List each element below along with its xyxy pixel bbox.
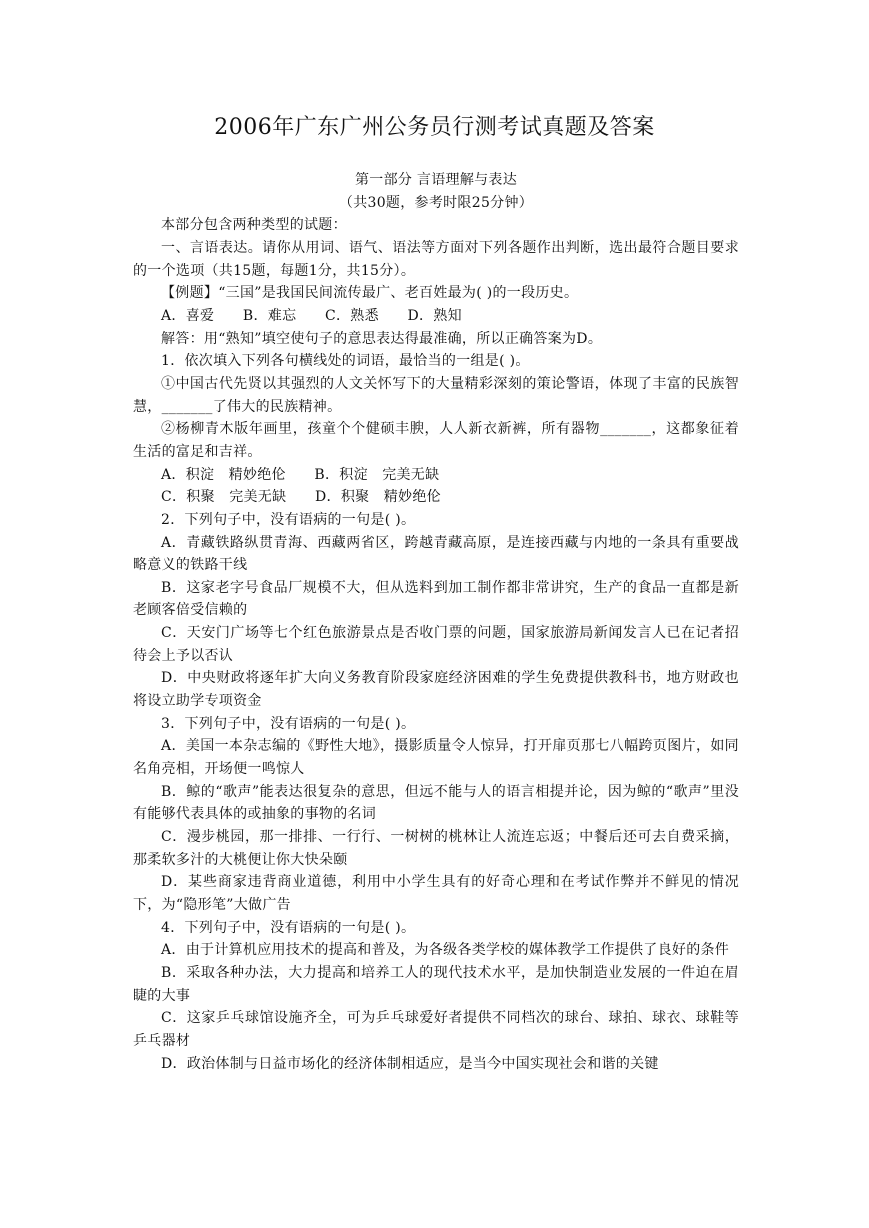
question-option: C．这家乒乓球馆设施齐全，可为乒乓球爱好者提供不同档次的球台、球拍、球衣、球鞋等乒乓器材: [133, 1010, 739, 1049]
question-option: A．由于计算机应用技术的提高和普及，为各级各类学校的媒体教学工作提供了良好的条件: [161, 942, 730, 959]
question-option: C．漫步桃园，那一排排、一行行、一树树的桃林让人流连忘返；中餐后还可去自费采摘，那柔软多汁的大桃便让你大快朵颐: [133, 829, 739, 868]
section-instructions: 一、言语表达。请你从用词、语气、语法等方面对下列各题作出判断，选出最符合题目要求的一个选项（共15题，每题1分，共15分）。: [133, 239, 739, 279]
question-stem: 1．依次填入下列各句横线处的词语，最恰当的一组是( )。: [161, 353, 530, 370]
example-question: 【例题】“三国”是我国民间流传最广、老百姓最为( )的一段历史。: [161, 285, 579, 302]
question-option: B．这家老字号食品厂规模不大，但从选料到加工制作都非常讲究，生产的食品一直都是新老顾客倍受信赖的: [133, 579, 739, 619]
example-options: A．喜爱 B．难忘 C．熟悉 D．熟知: [161, 307, 462, 324]
option-row: A．积淀 精妙绝伦 B．积淀 完美无缺: [161, 466, 440, 483]
question-option: C．天安门广场等七个红色旅游景点是否收门票的问题，国家旅游局新闻发言人已在记者招待会上予以否认: [133, 625, 739, 664]
question-option: D．政治体制与日益市场化的经济体制相适应，是当今中国实现社会和谐的关键: [161, 1055, 659, 1072]
intro-paragraph: 本部分包含两种类型的试题：: [161, 217, 347, 234]
document-title: 2006年广东广州公务员行测考试真题及答案: [214, 115, 655, 140]
question-stem: 2．下列句子中，没有语病的一句是( )。: [161, 511, 416, 528]
question-stem: 4．下列句子中，没有语病的一句是( )。: [161, 919, 416, 936]
question-stem: 3．下列句子中，没有语病的一句是( )。: [161, 715, 416, 732]
question-option: B．鲸的“歌声”能表达很复杂的意思，但远不能与人的语言相提并论，因为鲸的“歌声”里没有能够代表具体的或抽象的事物的名词: [133, 783, 739, 823]
question-option: D．某些商家违背商业道德，利用中小学生具有的好奇心理和在考试作弊并不鲜见的情况下，为“隐形笔”大做广告: [133, 874, 739, 913]
example-answer: 解答：用“熟知”填空使句子的意思表达得最准确，所以正确答案为D。: [161, 330, 603, 347]
question-option: D．中央财政将逐年扩大向义务教育阶段家庭经济困难的学生免费提供教科书，地方财政也将设立助学专项资金: [133, 670, 739, 710]
option-row: C．积聚 完美无缺 D．积聚 精妙绝伦: [161, 489, 441, 506]
question-line: ②杨柳青木版年画里，孩童个个健硕丰腴，人人新衣新裤，所有器物_______，这都象征着生活的富足和吉祥。: [133, 421, 739, 460]
document-body: [133, 169, 739, 1075]
part-subheading: （共30题，参考时限25分钟）: [338, 194, 534, 211]
part-heading: 第一部分 言语理解与表达: [354, 172, 518, 188]
question-line: ①中国古代先贤以其强烈的人文关怀写下的大量精彩深刻的策论警语，体现了丰富的民族智慧，_______了伟大的民族精神。: [133, 375, 739, 415]
question-option: A．美国一本杂志编的《野性大地》，摄影质量令人惊异，打开扉页那七八幅跨页图片，如同名角亮相，开场便一鸣惊人: [133, 738, 739, 778]
question-option: A．青藏铁路纵贯青海、西藏两省区，跨越青藏高原，是连接西藏与内地的一条具有重要战略意义的铁路干线: [133, 534, 739, 574]
question-option: B．采取各种办法，大力提高和培养工人的现代技术水平，是加快制造业发展的一件迫在眉睫的大事: [133, 964, 739, 1004]
